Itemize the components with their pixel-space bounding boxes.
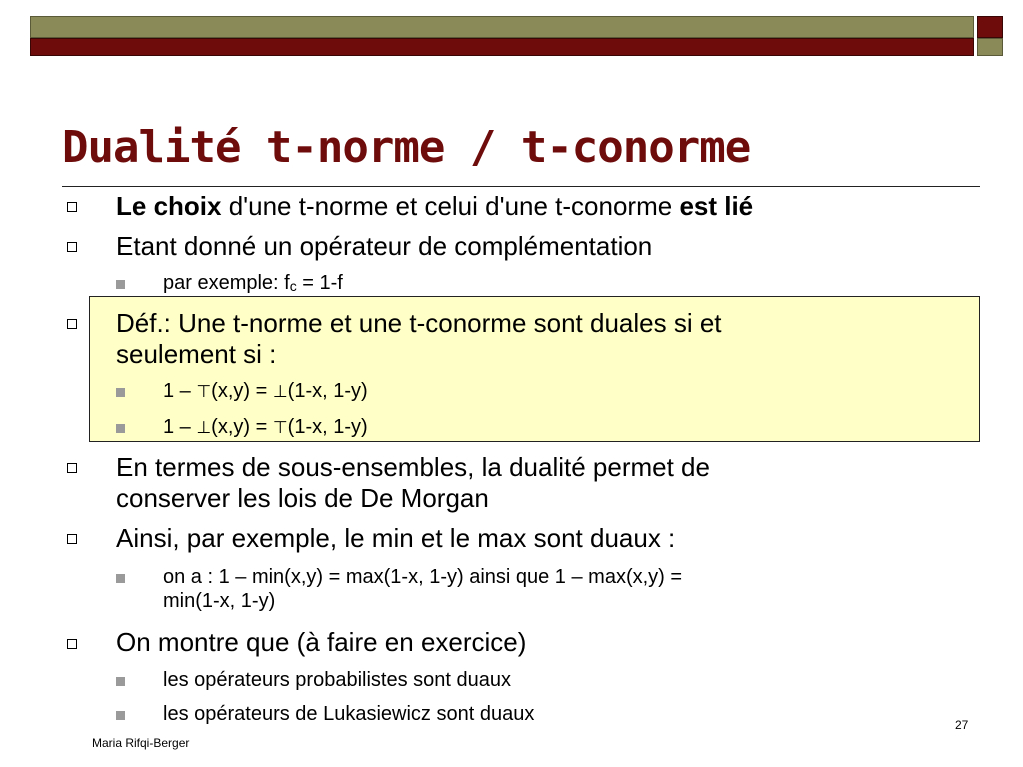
- bullet-choice-linked: [116, 191, 753, 222]
- header-bar-maroon: [30, 38, 974, 56]
- sub-bullet-square-icon: [116, 574, 125, 583]
- footer-author: Maria Rifqi-Berger: [92, 736, 190, 750]
- bottom-symbol-icon: ⊥: [272, 382, 288, 401]
- header-square-maroon: [977, 16, 1003, 38]
- slide-number: 27: [955, 718, 969, 732]
- top-symbol-icon: ⊤: [196, 382, 212, 401]
- header-square-olive: [977, 38, 1003, 56]
- sub-bullet-square-icon: [116, 677, 125, 686]
- title-divider: [62, 186, 980, 187]
- bold-text: est lié: [679, 191, 754, 221]
- bullet-exercise: On montre que (à faire en exercice): [116, 627, 527, 657]
- text-part: par exemple: f: [163, 272, 290, 294]
- sub-bullet-example: [163, 272, 343, 298]
- top-symbol-icon: ⊤: [272, 418, 288, 437]
- bullet-square-icon: [67, 639, 77, 649]
- text-part: (1-x, 1-y): [287, 380, 368, 402]
- sub-bullet-square-icon: [116, 424, 125, 433]
- text-part: = 1-f: [296, 272, 343, 294]
- sub-bullet-min-max-line2: min(1-x, 1-y): [163, 590, 276, 612]
- sub-bullet-duality-formula-2: [163, 416, 368, 439]
- bullet-square-icon: [67, 534, 77, 544]
- bullet-min-max-duals: Ainsi, par exemple, le min et le max sont duaux :: [116, 523, 676, 553]
- bullet-square-icon: [67, 202, 77, 212]
- sub-bullet-duality-formula-1: [163, 380, 368, 403]
- sub-bullet-square-icon: [116, 280, 125, 289]
- bullet-definition-line1: Déf.: Une t-norme et une t-conorme sont duales si et: [116, 308, 722, 338]
- header-bar-olive: [30, 16, 974, 38]
- text-part: 1 –: [163, 416, 197, 438]
- bullet-square-icon: [67, 319, 77, 329]
- bullet-square-icon: [67, 242, 77, 252]
- bottom-symbol-icon: ⊥: [196, 418, 212, 437]
- bullet-text: d'une t-norme et celui d'une t-conorme: [221, 191, 680, 221]
- subscript-c: c: [289, 278, 297, 294]
- bullet-de-morgan-line2: conserver les lois de De Morgan: [116, 483, 489, 513]
- bullet-de-morgan-line1: En termes de sous-ensembles, la dualité permet de: [116, 452, 710, 482]
- text-part: (x,y) =: [211, 416, 273, 438]
- text-part: (x,y) =: [211, 380, 273, 402]
- sub-bullet-probabilistic: les opérateurs probabilistes sont duaux: [163, 669, 511, 691]
- slide-title: Dualité t-norme / t-conorme: [62, 122, 751, 173]
- bullet-complement-operator: Etant donné un opérateur de complémentation: [116, 231, 653, 261]
- bold-text: Le choix: [116, 191, 222, 221]
- text-part: 1 –: [163, 380, 197, 402]
- sub-bullet-square-icon: [116, 711, 125, 720]
- sub-bullet-min-max-line1: on a : 1 – min(x,y) = max(1-x, 1-y) ainsi que 1 – max(x,y) =: [163, 566, 683, 588]
- bullet-definition-line2: seulement si :: [116, 339, 277, 369]
- bullet-square-icon: [67, 463, 77, 473]
- sub-bullet-lukasiewicz: les opérateurs de Lukasiewicz sont duaux: [163, 703, 535, 725]
- sub-bullet-square-icon: [116, 388, 125, 397]
- text-part: (1-x, 1-y): [287, 416, 368, 438]
